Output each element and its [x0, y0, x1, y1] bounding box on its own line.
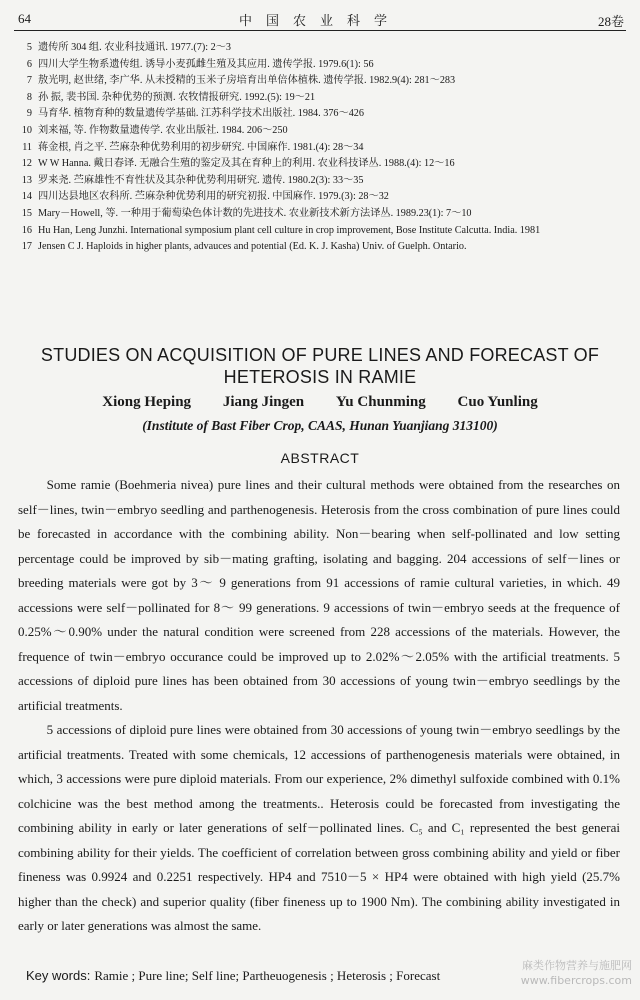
abstract-heading: ABSTRACT: [280, 450, 360, 466]
title-line-2: HETEROSIS IN RAMIE: [223, 367, 417, 387]
institution: (Institute of Bast Fiber Crop, CAAS, Hunan Yuanjiang 313100): [142, 418, 498, 433]
reference-item: 17 Jensen C J. Haploids in higher plants, advauces and potential (Ed. K. J. Kasha) Univ. of Guelph. Ontario.: [21, 241, 467, 253]
volume-label: 28卷: [597, 14, 624, 29]
keywords-label: Key words:: [26, 968, 91, 983]
abstract-paragraph: 5 accessions of diploid pure lines were obtained from 30 accessions of young twin－embryo seedlings by the artificial treatments. Treated with some chemicals, 12 accessions of parthenogenesis materials were obtained, in which, 3 accessions were pure diploid materials. From our experience, 2% dimethyl sulfoxide combined with 0.1% colchicine was the best method among the treatments.. Heterosis could be forecasted from investigating the combining ability in early or later generations of self－pollinated lines. C₅ and C₁ represented the best generai combining ability for their yields. The coefficient of correlation between gross combining ability and yield or fiber fineness was 0.9924 and 0.2251 respectively. HP4 and 7510－5 × HP4 were obtained with high yield (25.7% higher than the check) and superior quality (fiber fineness up to 1900 Nm). The combining ability investigated in early or later generations was almost the same.: [18, 722, 620, 933]
page-number: 64: [18, 11, 31, 26]
author: Yu Chunming: [335, 394, 426, 410]
reference-item: 9 马育华. 植物育种的数量遗传学基础. 江苏科学技术出版社. 1984. 376～426: [26, 108, 364, 120]
reference-item: 11 蒋金根, 肖之平. 苎麻杂种优势利用的初步研究. 中国麻作. 1981.(4): 28～34: [22, 141, 364, 153]
reference-item: 12 W W Hanna. 戴日春译. 无融合生殖的鉴定及其在育种上的利用. 农业科技译丛. 1988.(4): 12～16: [21, 158, 455, 170]
keywords: [26, 968, 440, 984]
reference-list: [16, 40, 624, 256]
reference-item: 7 敖光明, 赵世绪, 李广华. 从未授精的玉米子房培育出单倍体植株. 遗传学报. 1982.9(4): 281～283: [26, 75, 456, 87]
paper-title: [0, 344, 640, 388]
author: Cuo Yunling: [457, 394, 538, 410]
reference-item: 15 Mary－Howell, 等. 一种用于葡萄染色体计数的先进技术. 农业新技术新方法译丛. 1989.23(1): 7～10: [21, 207, 472, 219]
reference-item: 13 罗来尧. 苎麻雄性不育性状及其杂种优势利用研究. 遗传. 1980.2(3): 33～35: [21, 174, 364, 186]
author: Jiang Jingen: [222, 394, 305, 410]
abstract-body: [18, 473, 620, 939]
abstract-paragraph: Some ramie (Boehmeria nivea) pure lines and their cultural methods were obtained from the researches on self－lines, twin－embryo seedling and parthenogenesis. Heterosis from the cross combination of pure lines could be forecasted in accordance with the combining ability. Non－bearing when self-pollinated and low setting percentage could be improved by sib－mating grafting, isolating and bagging. 204 accessions of self－lines or breeding materials were got by 3～ 9 generations from 91 accessions of ramie cultural varieties, in which. 49 accessions were self－pollinated for 8～ 99 generations. 9 accessions of twin－embryo seeds at the frequence of 0.25%～0.90% under the natural condition were screened from 228 accessions of the materials. However, the frequence of twin－embryo occurance could be improved up to 2.02%～2.05% with the artificial treatments. 5 accessions of diploid pure lines has been obtained from 30 accessions of young twin－embryo seedlings by the artificial treatments.: [18, 477, 620, 713]
reference-item: 8 孙 振, 裴书国. 杂种优势的预测. 农牧情报研究. 1992.(5): 19～21: [26, 91, 316, 103]
reference-item: 14 四川达县地区农科所. 苎麻杂种优势利用的研究初报. 中国麻作. 1979.(3): 28～32: [21, 191, 389, 203]
reference-item: 10 刘来福, 等. 作物数量遗传学. 农业出版社. 1984. 206～250: [21, 124, 288, 136]
author: Xiong Heping: [102, 394, 192, 410]
title-line-1: STUDIES ON ACQUISITION OF PURE LINES AND FORECAST OF: [40, 345, 600, 365]
site-watermark: 麻类作物营养与施肥网 www.fibercrops.com: [520, 959, 632, 987]
journal-name: 中国农业科学: [238, 13, 401, 28]
author-list: [0, 394, 640, 411]
reference-item: 5 遗传所 304 组. 农业科技通讯. 1977.(7): 2～3: [26, 42, 231, 53]
keywords-list: Ramie ; Pure line; Self line; Partheuogenesis ; Heterosis ; Forecast: [94, 968, 441, 983]
reference-item: 6 四川大学生物系遗传组. 诱导小麦孤雌生殖及其应用. 遗传学报. 1979.6(1): 56: [26, 58, 374, 70]
reference-item: 16 Hu Han, Leng Junzhi. International symposium plant cell culture in crop improvement, Bose Institute Calcutta. India. 1981: [21, 224, 541, 236]
running-header: [14, 8, 626, 31]
